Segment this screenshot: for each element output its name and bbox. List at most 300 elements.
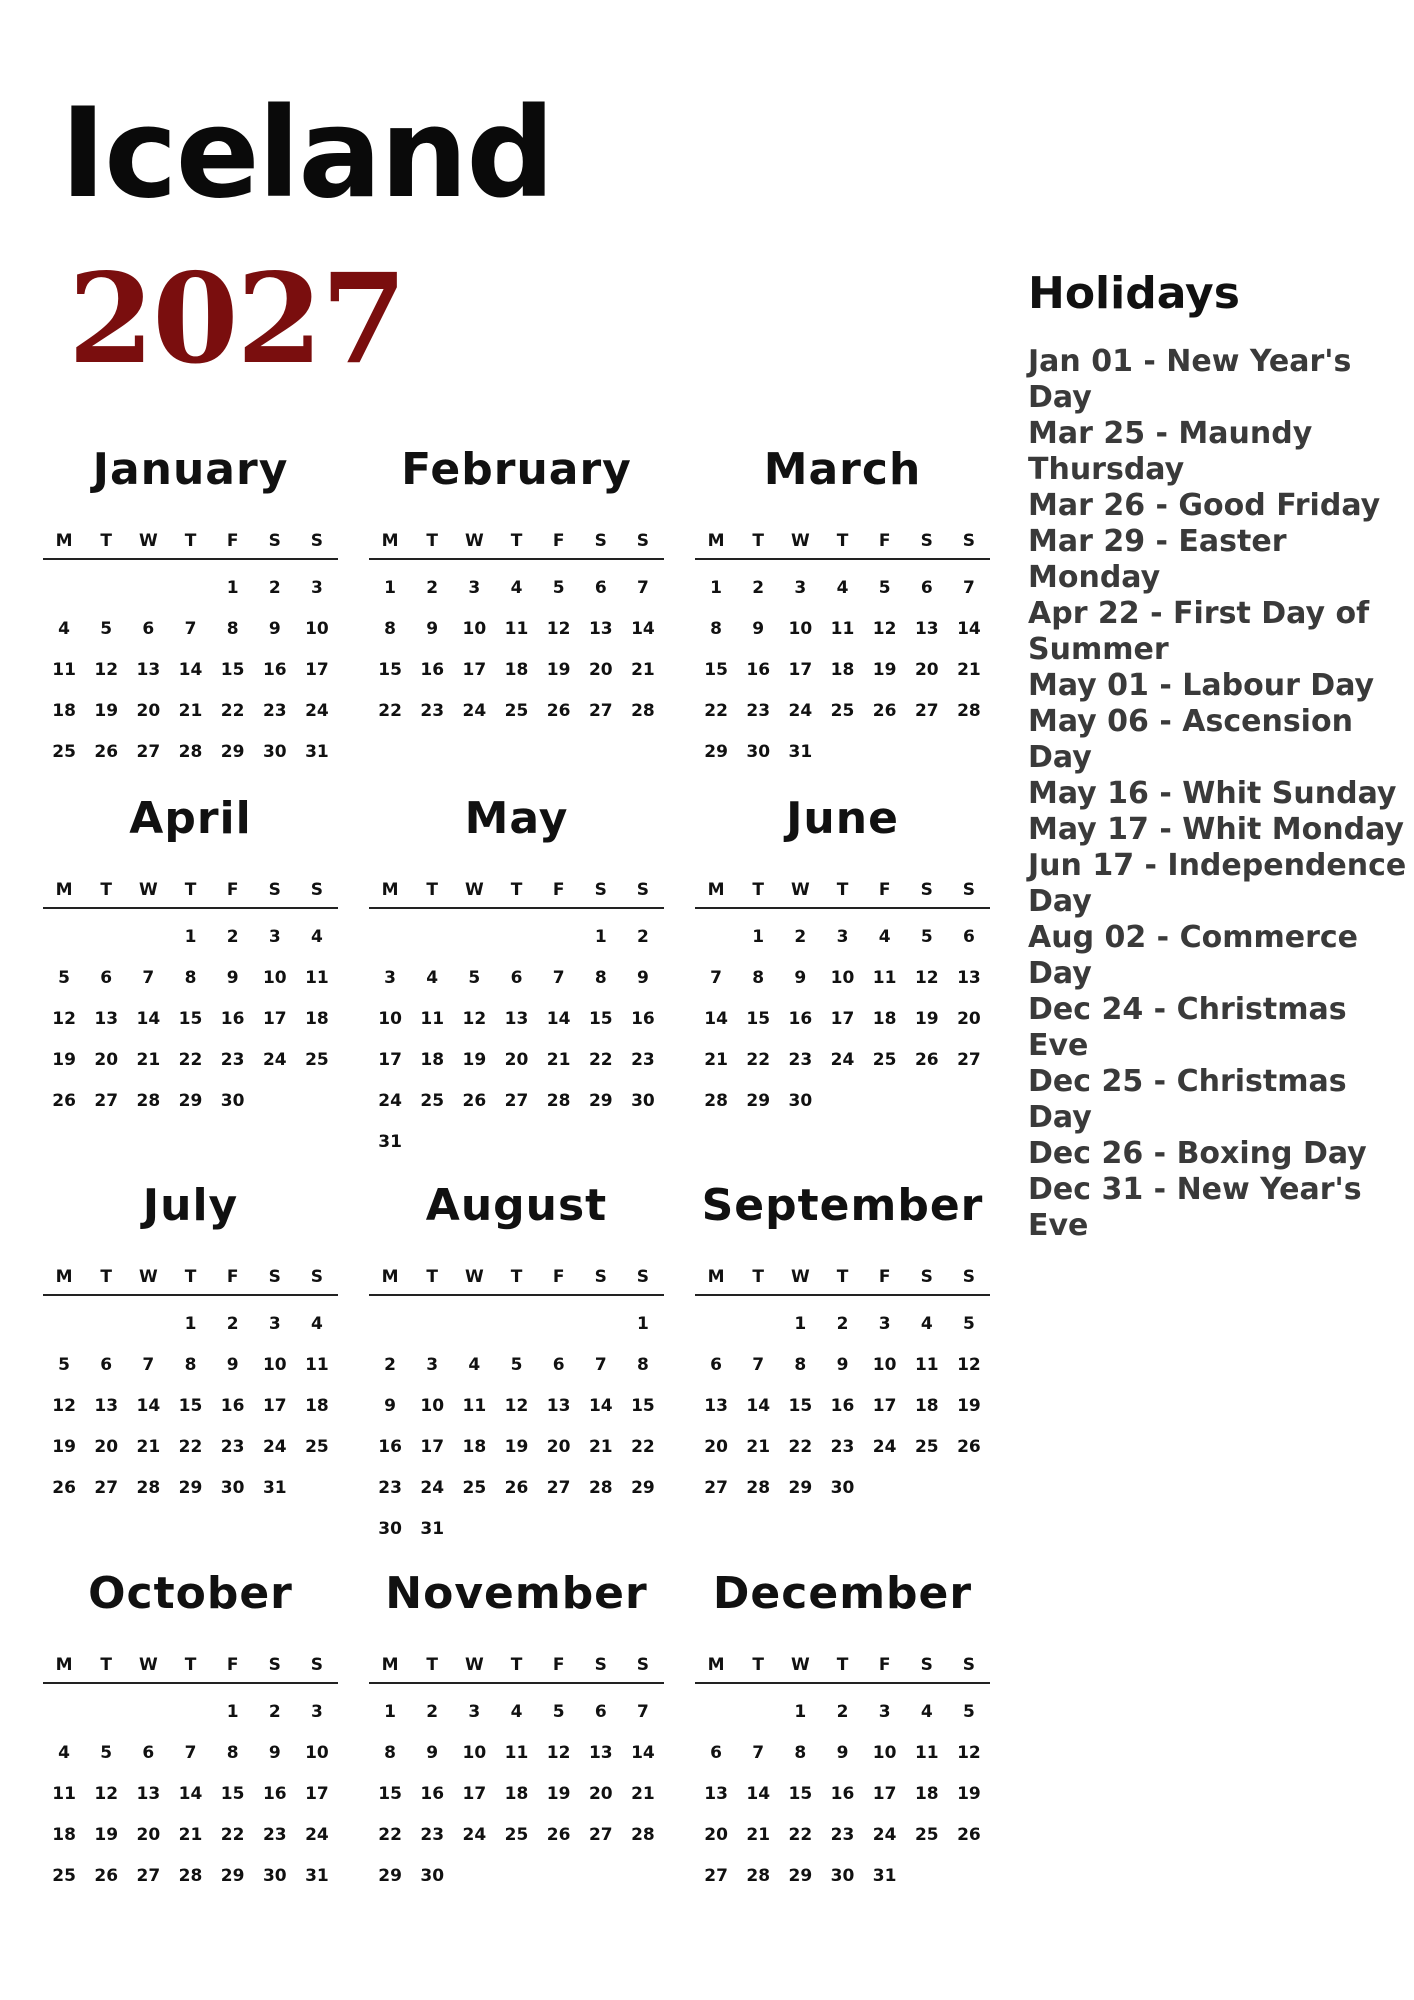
day-cell: 9 [836,1743,849,1763]
day-cell: 9 [426,1743,439,1763]
day-cell: 21 [631,1784,655,1804]
day-cell: 22 [704,701,728,721]
weekday-header: F [552,1655,565,1675]
day-cell: 25 [462,1478,487,1498]
day-cell: 8 [184,968,197,988]
day-cell: 2 [268,1702,281,1722]
empty-cell [127,1304,169,1345]
day-cell: 28 [746,1478,771,1498]
day-cell: 21 [746,1825,771,1845]
day-cell: 3 [468,1702,481,1722]
day-cell: 10 [262,968,287,988]
month-september [695,1180,990,1509]
weekday-header: W [790,531,810,551]
day-cell: 6 [962,927,975,947]
day-cell: 4 [878,927,891,947]
day-grid [369,917,664,1163]
day-cell: 5 [878,578,891,598]
day-cell: 14 [631,619,655,639]
day-cell: 7 [752,1355,765,1375]
day-cell: 24 [872,1437,897,1457]
day-cell: 16 [262,1784,287,1804]
day-cell: 17 [872,1396,897,1416]
day-cell: 21 [957,660,981,680]
weekday-header-row [369,879,664,909]
empty-cell [369,1304,411,1345]
weekday-header: T [100,1267,113,1287]
holiday-item: May 06 - Ascension Day [1028,704,1353,775]
day-cell: 26 [872,701,897,721]
day-cell: 13 [588,1743,613,1763]
day-cell: 26 [957,1437,981,1457]
day-grid [369,1692,664,1897]
empty-cell [127,568,169,609]
day-cell: 17 [830,1009,855,1029]
day-cell: 16 [788,1009,813,1029]
day-cell: 26 [546,1825,571,1845]
month-february [369,444,664,732]
day-cell: 19 [94,1825,119,1845]
day-cell: 6 [510,968,523,988]
weekday-header: S [310,1267,324,1287]
weekday-header: F [552,531,565,551]
day-cell: 26 [94,1866,119,1886]
holiday-item: Dec 24 - Christmas Eve [1028,992,1347,1063]
holiday-item: May 01 - Labour Day [1028,668,1375,703]
holiday-item: Mar 25 - Maundy Thursday [1028,416,1313,487]
day-cell: 7 [636,578,649,598]
day-cell: 27 [136,1866,161,1886]
day-cell: 2 [836,1702,849,1722]
weekday-header: T [426,1267,439,1287]
day-cell: 9 [836,1355,849,1375]
weekday-header: S [636,880,650,900]
day-cell: 12 [462,1009,487,1029]
weekday-header-row [695,1654,990,1684]
day-cell: 11 [52,1784,76,1804]
day-cell: 13 [704,1396,728,1416]
weekday-header: F [226,1655,239,1675]
day-cell: 16 [420,1784,445,1804]
empty-cell [495,1304,537,1345]
day-cell: 2 [268,578,281,598]
weekday-header: T [836,1655,849,1675]
day-cell: 1 [184,1314,197,1334]
day-cell: 12 [52,1009,76,1029]
day-cell: 2 [384,1355,396,1375]
day-cell: 12 [872,619,897,639]
day-cell: 20 [94,1050,119,1070]
day-cell: 17 [462,1784,487,1804]
day-cell: 23 [830,1825,855,1845]
day-cell: 29 [178,1478,203,1498]
weekday-header: S [594,531,607,551]
day-cell: 20 [588,660,613,680]
day-cell: 10 [830,968,855,988]
day-cell: 7 [552,968,565,988]
day-cell: 12 [957,1743,981,1763]
day-cell: 11 [504,1743,529,1763]
day-cell: 5 [100,619,113,639]
day-cell: 9 [636,968,649,988]
day-cell: 23 [262,701,287,721]
day-cell: 14 [178,1784,203,1804]
weekday-header: W [464,880,484,900]
weekday-header: T [510,880,523,900]
day-grid [43,1692,338,1897]
day-cell: 30 [631,1091,655,1111]
weekday-header: T [184,531,197,551]
day-cell: 1 [752,927,765,947]
day-cell: 20 [504,1050,529,1070]
day-cell: 20 [588,1784,613,1804]
day-cell: 29 [704,742,728,762]
month-name: June [786,793,899,844]
weekday-header: S [920,1655,933,1675]
day-cell: 7 [142,968,155,988]
weekday-header: S [310,1655,324,1675]
day-cell: 24 [378,1091,402,1111]
day-cell: 10 [788,619,813,639]
day-cell: 30 [220,1091,245,1111]
weekday-header: W [138,1655,158,1675]
day-cell: 28 [546,1091,571,1111]
day-cell: 13 [136,660,161,680]
weekday-header-row [43,530,338,560]
day-cell: 11 [305,968,329,988]
day-cell: 4 [920,1702,933,1722]
weekday-header: M [707,531,725,551]
day-cell: 25 [914,1825,939,1845]
day-cell: 17 [420,1437,445,1457]
day-cell: 17 [872,1784,897,1804]
day-cell: 5 [552,578,565,598]
day-cell: 23 [420,1825,445,1845]
day-cell: 15 [220,660,245,680]
holiday-item: Jun 17 - Independence Day [1028,848,1407,919]
day-cell: 26 [504,1478,529,1498]
weekday-header: T [510,531,523,551]
day-cell: 10 [378,1009,402,1029]
day-cell: 24 [305,1825,329,1845]
day-cell: 25 [504,701,529,721]
day-cell: 2 [794,927,807,947]
day-cell: 25 [872,1050,897,1070]
day-cell: 22 [588,1050,613,1070]
weekday-header: S [268,1655,281,1675]
month-name: November [385,1568,648,1619]
day-cell: 12 [957,1355,981,1375]
day-cell: 29 [746,1091,771,1111]
day-cell: 10 [420,1396,445,1416]
month-name: April [129,793,252,844]
day-cell: 28 [746,1866,771,1886]
weekday-header-row [369,1266,664,1296]
weekday-header: S [920,880,933,900]
day-cell: 14 [136,1396,161,1416]
day-cell: 8 [384,1743,396,1763]
weekday-header: W [138,531,158,551]
month-name: September [701,1180,984,1231]
weekday-header: M [381,531,399,551]
day-cell: 9 [268,619,281,639]
day-cell: 6 [142,619,155,639]
day-cell: 11 [830,619,855,639]
day-cell: 4 [836,578,849,598]
day-cell: 1 [710,578,722,598]
day-cell: 16 [830,1396,855,1416]
month-name: May [464,793,569,844]
weekday-header-row [369,1654,664,1684]
empty-cell [538,1304,580,1345]
day-cell: 4 [310,927,323,947]
day-cell: 30 [262,742,287,762]
day-cell: 29 [588,1091,613,1111]
weekday-header: S [268,531,281,551]
day-cell: 24 [830,1050,855,1070]
day-cell: 9 [226,968,239,988]
day-cell: 4 [510,1702,523,1722]
weekday-header: W [790,880,810,900]
day-cell: 1 [226,578,239,598]
day-cell: 12 [546,1743,571,1763]
day-cell: 4 [310,1314,323,1334]
day-cell: 9 [384,1396,396,1416]
day-cell: 8 [636,1355,649,1375]
year-title: 2027 [68,247,406,392]
weekday-header: T [184,880,197,900]
day-cell: 11 [872,968,897,988]
weekday-header: F [226,1267,239,1287]
day-cell: 30 [420,1866,445,1886]
month-march [695,444,990,773]
holiday-item: Dec 26 - Boxing Day [1028,1136,1367,1171]
day-cell: 13 [94,1009,119,1029]
weekday-header: S [594,1655,607,1675]
day-cell: 29 [220,1866,245,1886]
day-cell: 17 [378,1050,402,1070]
day-cell: 25 [52,742,76,762]
day-cell: 9 [268,1743,281,1763]
day-cell: 7 [142,1355,155,1375]
weekday-header: M [55,531,73,551]
day-cell: 3 [836,927,849,947]
day-cell: 17 [305,660,329,680]
day-cell: 1 [794,1702,807,1722]
day-cell: 18 [462,1437,487,1457]
day-cell: 31 [378,1132,402,1152]
day-cell: 2 [226,927,239,947]
empty-cell [85,1692,127,1733]
day-cell: 16 [420,660,445,680]
weekday-header: T [184,1267,197,1287]
day-cell: 6 [710,1355,722,1375]
day-cell: 22 [178,1437,203,1457]
month-june [695,793,990,1122]
day-cell: 3 [384,968,396,988]
weekday-header: M [381,880,399,900]
day-cell: 15 [704,660,728,680]
weekday-header: F [878,880,891,900]
day-cell: 19 [546,660,571,680]
day-cell: 1 [594,927,607,947]
day-cell: 18 [914,1396,939,1416]
day-cell: 26 [94,742,119,762]
day-cell: 22 [631,1437,655,1457]
weekday-header: M [381,1267,399,1287]
day-grid [695,568,990,773]
day-cell: 13 [94,1396,119,1416]
day-cell: 5 [962,1314,975,1334]
weekday-header: T [836,880,849,900]
weekday-header: M [55,880,73,900]
holiday-item: Mar 29 - Easter Monday [1028,524,1287,595]
day-cell: 21 [746,1437,771,1457]
day-cell: 10 [262,1355,287,1375]
day-cell: 28 [178,1866,203,1886]
day-cell: 27 [914,701,939,721]
day-cell: 23 [220,1050,245,1070]
day-cell: 17 [262,1009,287,1029]
weekday-header: W [464,1267,484,1287]
weekday-header: T [426,531,439,551]
weekday-header-row [43,1654,338,1684]
day-cell: 29 [220,742,245,762]
weekday-header: W [790,1655,810,1675]
day-cell: 24 [462,1825,487,1845]
day-grid [369,1304,664,1550]
empty-cell [85,917,127,958]
weekday-header: S [594,880,607,900]
day-cell: 4 [468,1355,481,1375]
day-cell: 14 [136,1009,161,1029]
weekday-header: F [552,880,565,900]
day-cell: 23 [788,1050,813,1070]
weekday-header: F [878,531,891,551]
day-cell: 20 [957,1009,981,1029]
day-cell: 6 [594,1702,607,1722]
day-cell: 11 [504,619,529,639]
day-cell: 2 [426,578,439,598]
day-cell: 5 [468,968,481,988]
day-cell: 3 [878,1702,891,1722]
day-grid [695,1692,990,1897]
weekday-header-row [43,879,338,909]
empty-cell [453,1304,495,1345]
day-cell: 22 [220,1825,245,1845]
day-cell: 17 [262,1396,287,1416]
weekday-header: S [636,1655,650,1675]
day-cell: 22 [788,1437,813,1457]
weekday-header-row [695,1266,990,1296]
day-cell: 11 [914,1355,939,1375]
day-cell: 13 [914,619,939,639]
day-cell: 23 [631,1050,655,1070]
month-name: October [88,1568,293,1619]
holidays-title: Holidays [1028,268,1240,319]
day-cell: 15 [631,1396,655,1416]
day-cell: 18 [52,701,76,721]
day-cell: 16 [830,1784,855,1804]
month-january [43,444,338,773]
empty-cell [737,1692,779,1733]
day-cell: 22 [378,1825,402,1845]
day-cell: 14 [704,1009,728,1029]
empty-cell [43,1692,85,1733]
day-cell: 10 [462,619,487,639]
day-cell: 8 [794,1743,807,1763]
day-cell: 11 [420,1009,445,1029]
empty-cell [411,917,453,958]
weekday-header: M [55,1267,73,1287]
day-cell: 11 [462,1396,487,1416]
day-cell: 19 [462,1050,487,1070]
day-cell: 13 [588,619,613,639]
day-cell: 5 [100,1743,113,1763]
month-august [369,1180,664,1550]
empty-cell [580,1304,622,1345]
day-cell: 11 [914,1743,939,1763]
day-cell: 28 [631,701,655,721]
day-cell: 21 [546,1050,571,1070]
day-cell: 7 [184,1743,197,1763]
holiday-item: Mar 26 - Good Friday [1028,488,1381,523]
day-cell: 1 [636,1314,649,1334]
empty-cell [453,917,495,958]
day-cell: 3 [426,1355,439,1375]
day-cell: 17 [462,660,487,680]
holiday-item: Aug 02 - Commerce Day [1028,920,1358,991]
day-cell: 26 [52,1478,76,1498]
weekday-header: T [836,1267,849,1287]
day-cell: 29 [378,1866,402,1886]
day-cell: 10 [305,619,329,639]
weekday-header-row [695,530,990,560]
weekday-header-row [43,1266,338,1296]
day-cell: 4 [510,578,523,598]
day-cell: 10 [305,1743,329,1763]
day-cell: 21 [588,1437,613,1457]
day-cell: 21 [136,1437,161,1457]
empty-cell [43,568,85,609]
empty-cell [169,568,211,609]
day-cell: 14 [546,1009,571,1029]
weekday-header-row [695,879,990,909]
day-cell: 13 [957,968,981,988]
holidays-panel [1028,268,1408,1244]
day-cell: 7 [594,1355,607,1375]
day-cell: 30 [830,1478,855,1498]
holiday-item: May 17 - Whit Monday [1028,812,1404,847]
day-cell: 18 [872,1009,897,1029]
day-cell: 20 [704,1437,728,1457]
weekday-header: S [310,880,324,900]
day-cell: 16 [262,660,287,680]
day-cell: 27 [704,1478,728,1498]
weekday-header: T [100,880,113,900]
day-cell: 28 [704,1091,728,1111]
weekday-header: S [962,1267,976,1287]
day-cell: 19 [52,1437,76,1457]
day-cell: 31 [262,1478,287,1498]
day-grid [43,917,338,1122]
day-cell: 19 [52,1050,76,1070]
weekday-header: S [920,1267,933,1287]
day-cell: 1 [794,1314,807,1334]
day-cell: 15 [788,1784,813,1804]
weekday-header: S [920,531,933,551]
weekday-header: S [962,531,976,551]
